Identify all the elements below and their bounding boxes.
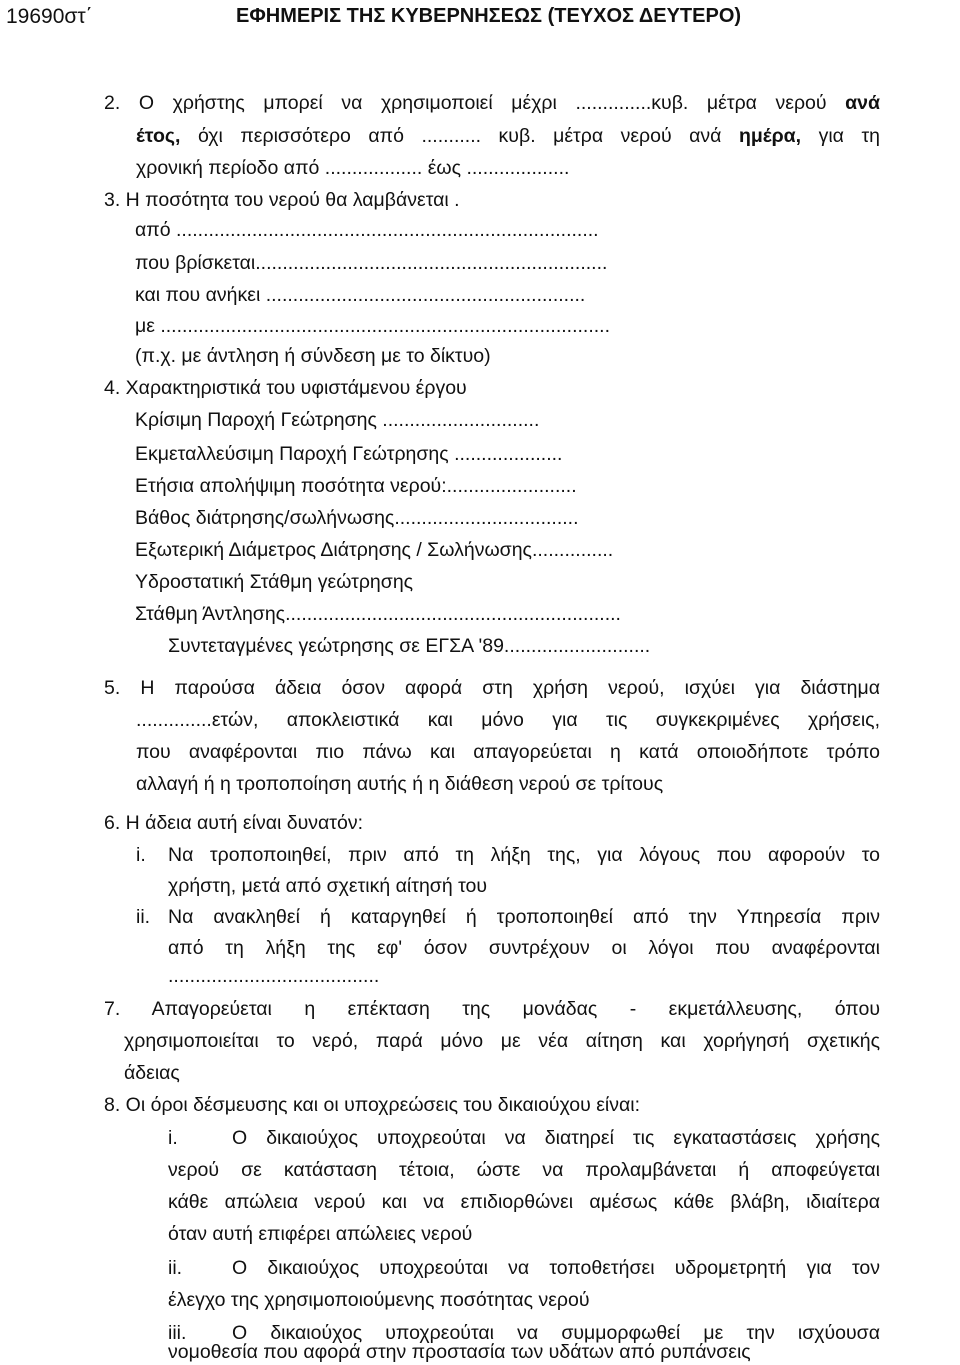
source-from-field: από .............................................................................. — [135, 219, 599, 241]
section-8-iii-line-1: Ο δικαιούχος υποχρεούται να συμμορφωθεί με την ισχύουσα — [232, 1322, 880, 1344]
hydrostatic-level-field: Υδροστατική Στάθμη γεώτρησης — [135, 571, 414, 593]
owner-field: και που ανήκει ........................................................... — [135, 284, 586, 306]
method-field: με ................................................................................... — [135, 315, 611, 337]
section-3-title: 3. Η ποσότητα του νερού θα λαμβάνεται . — [104, 189, 460, 211]
section-5-line-1: 5. Η παρούσα άδεια όσον αφορά στη χρήση νερού, ισχύει για διάστημα — [104, 677, 880, 699]
item-label: ii. — [168, 1257, 183, 1279]
section-2-line-3: χρονική περίοδο από .................. έως ................... — [136, 157, 570, 179]
section-8-i-line-4: όταν αυτή επιφέρει απώλειες νερού — [168, 1223, 473, 1245]
item-label: i. — [136, 844, 146, 866]
annual-quantity-field: Ετήσια απολήψιμη ποσότητα νερού:........................ — [135, 475, 577, 497]
item-label: i. — [168, 1127, 178, 1149]
section-5-line-4: αλλαγή ή η τροποποίηση αυτής ή η διάθεση νερού σε τρίτους — [136, 773, 664, 795]
section-6-ii-line-3: ....................................... — [168, 965, 380, 987]
section-2-text: 2. Ο χρήστης μπορεί να χρησιμοποιεί μέχρι ..............κυβ. μέτρα νερού — [104, 92, 846, 114]
outer-diameter-field: Εξωτερική Διάμετρος Διάτρησης / Σωλήνωσης............... — [135, 539, 614, 561]
section-8-iii-line-2: νομοθεσία που αφορά στην προστασία των υδάτων από ρυπάνσεις — [168, 1341, 751, 1363]
section-4-title: 4. Χαρακτηριστικά του υφιστάμενου έργου — [104, 377, 467, 399]
section-6-ii-line-1: Να ανακληθεί ή καταργηθεί ή τροποποιηθεί από την Υπηρεσία πριν — [168, 906, 880, 928]
section-2-line-1 — [104, 91, 880, 115]
drilling-depth-field: Βάθος διάτρησης/σωλήνωσης.................................. — [135, 507, 579, 529]
section-6-title: 6. Η άδεια αυτή είναι δυνατόν: — [104, 812, 363, 834]
item-label: ii. — [136, 906, 151, 928]
pumping-level-field: Στάθμη Άντλησης.............................................................. — [135, 603, 621, 625]
page-number: 19690στ΄ — [6, 5, 93, 28]
section-6-i-line-1: Να τροποποιηθεί, πριν από τη λήξη της, για λόγους που αφορούν το — [168, 844, 880, 866]
section-7-line-3: άδειας — [124, 1062, 180, 1084]
section-2-text: για τη — [801, 125, 880, 147]
gazette-title: ΕΦΗΜΕΡΙΣ ΤΗΣ ΚΥΒΕΡΝΗΣΕΩΣ (ΤΕΥΧΟΣ ΔΕΥΤΕΡΟ) — [236, 5, 742, 27]
method-example: (π.χ. με άντληση ή σύνδεση με το δίκτυο) — [135, 345, 491, 367]
location-field: που βρίσκεται................................................................. — [135, 252, 608, 274]
section-5-line-2: ..............ετών, αποκλειστικά και μόνο για τις συγκεκριμένες χρήσεις, — [136, 709, 880, 731]
section-8-i-line-1: Ο δικαιούχος υποχρεούται να διατηρεί τις εγκαταστάσεις χρήσης — [232, 1127, 880, 1149]
section-2-line-2 — [136, 124, 880, 148]
critical-flow-field: Κρίσιμη Παροχή Γεώτρησης ............................. — [135, 409, 540, 431]
section-7-line-2: χρησιμοποιείται το νερό, παρά μόνο με νέα αίτηση και χορήγησή σχετικής — [124, 1030, 880, 1052]
exploitable-flow-field: Εκμεταλλεύσιμη Παροχή Γεώτρησης .................... — [135, 443, 563, 465]
section-6-ii-line-2: από τη λήξη της εφ' όσον συντρέχουν οι λόγοι που αναφέρονται — [168, 937, 880, 959]
section-8-title: 8. Οι όροι δέσμευσης και οι υποχρεώσεις του δικαιούχου είναι: — [104, 1094, 641, 1116]
bold-term-ana: ανά — [845, 92, 880, 114]
section-8-ii-line-2: έλεγχο της χρησιμοποιούμενης ποσότητας νερού — [168, 1289, 590, 1311]
section-7-line-1: 7. Απαγορεύεται η επέκταση της μονάδας - εκμετάλλευσης, όπου — [104, 998, 880, 1020]
section-8-i-line-2: νερού σε κατάσταση τέτοια, ώστε να προλαμβάνεται ή αποφεύγεται — [168, 1159, 880, 1181]
bold-term-etos: έτος, — [136, 125, 181, 147]
item-label: iii. — [168, 1322, 187, 1344]
section-2-text: όχι περισσότερο από ........... κυβ. μέτρα νερού ανά — [180, 125, 739, 147]
section-8-i-line-3: κάθε απώλεια νερού και να επιδιορθώνει αμέσως κάθε βλάβη, ιδιαίτερα — [168, 1191, 880, 1213]
section-5-line-3: που αναφέρονται πιο πάνω και απαγορεύεται η κατά οποιοδήποτε τρόπο — [136, 741, 880, 763]
coordinates-field: Συντεταγμένες γεώτρησης σε ΕΓΣΑ '89........................... — [168, 635, 651, 657]
section-8-ii-line-1: Ο δικαιούχος υποχρεούται να τοποθετήσει υδρομετρητή για τον — [232, 1257, 880, 1279]
bold-term-imera: ημέρα, — [738, 125, 802, 147]
section-6-i-line-2: χρήστη, μετά από σχετική αίτησή του — [168, 875, 488, 897]
